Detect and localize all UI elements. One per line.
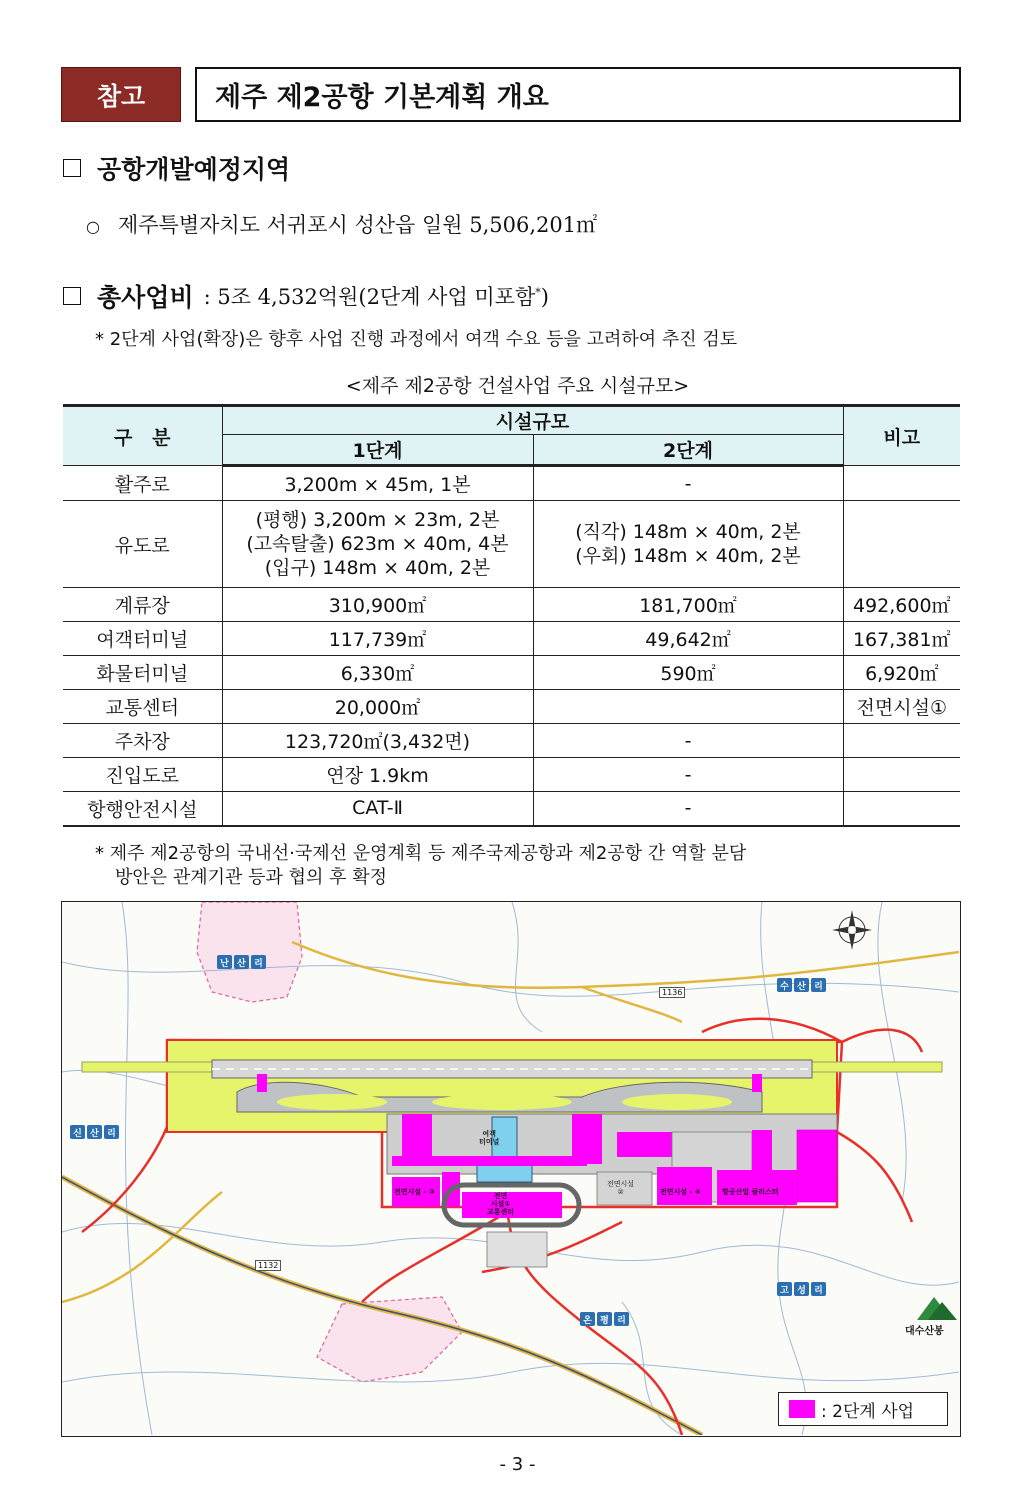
row-name: 여객터미널 <box>63 622 222 656</box>
table-row <box>63 758 960 792</box>
taxiway-line: (우회) 148m × 40m, 2본 <box>575 545 801 567</box>
place-char: 리 <box>614 1312 629 1326</box>
taxiway-island <box>277 1094 387 1110</box>
remark-cell <box>843 792 960 826</box>
phase2-cell: 181,700㎡ <box>533 588 843 622</box>
header-facility-scale: 시설규모 <box>222 406 843 435</box>
checkbox-square-icon <box>63 287 81 305</box>
area-text: 제주특별자치도 서귀포시 성산읍 일원 5,506,201㎡ <box>117 213 598 237</box>
section-airport-area <box>63 150 290 186</box>
map-legend <box>778 1392 948 1426</box>
taxiway-island <box>432 1094 572 1110</box>
header-phase1: 1단계 <box>222 435 533 466</box>
facility-table <box>63 404 960 827</box>
phase2-note: * 2단계 사업(확장)은 향후 사업 진행 과정에서 여객 수요 등을 고려하여 추진 검토 <box>95 329 738 350</box>
place-char: 난 <box>217 955 232 969</box>
table-row <box>63 724 960 758</box>
phase1-cell: 123,720㎡(3,432면) <box>222 724 533 758</box>
phase2-cell: - <box>533 466 843 501</box>
phase1-cell <box>222 501 533 588</box>
cost-text: : 5조 4,532억원(2단계 사업 미포함 <box>203 285 536 309</box>
table-row <box>63 792 960 826</box>
section-title: 공항개발예정지역 <box>97 155 291 184</box>
phase1-cell: CAT-Ⅱ <box>222 792 533 826</box>
section-title: 총사업비 <box>97 283 194 312</box>
row-name: 화물터미널 <box>63 656 222 690</box>
phase1-cell: 연장 1.9km <box>222 758 533 792</box>
table-row <box>63 690 960 724</box>
remark-cell <box>843 501 960 588</box>
area-bullet <box>86 209 597 239</box>
remark-cell: 6,920㎡ <box>843 656 960 690</box>
phase2-cell: - <box>533 792 843 826</box>
place-char: 온 <box>580 1312 595 1326</box>
front4-label: 전면시설 - ④ <box>660 1188 701 1196</box>
remark-cell: 전면시설① <box>843 690 960 724</box>
front2-label: 전면시설 ② <box>607 1180 635 1196</box>
road-1136-label: 1136 <box>659 987 685 998</box>
aero-cluster-label: 항공산업 클러스터 <box>722 1188 779 1196</box>
place-char: 리 <box>811 978 826 992</box>
phase2-block <box>752 1130 772 1170</box>
role-footnote <box>95 842 746 890</box>
place-onpyeong <box>580 1312 629 1326</box>
phase2-block <box>617 1132 672 1157</box>
phase1-cell: 310,900㎡ <box>222 588 533 622</box>
place-sinsan <box>70 1125 119 1139</box>
place-char: 고 <box>777 1282 792 1296</box>
terminal-label: 여객 터미널 <box>479 1130 500 1146</box>
phase2-taxiway <box>257 1074 267 1092</box>
phase2-cell: - <box>533 758 843 792</box>
checkbox-square-icon <box>63 159 81 177</box>
cost-asterisk: * <box>535 286 541 299</box>
phase2-cell: 49,642㎡ <box>533 622 843 656</box>
place-char: 산 <box>87 1125 102 1139</box>
table-row <box>63 622 960 656</box>
place-char: 리 <box>811 1282 826 1296</box>
header-remarks: 비고 <box>843 406 960 466</box>
phase2-block <box>797 1130 837 1202</box>
village-nansan-area <box>197 902 302 1002</box>
place-char: 산 <box>794 978 809 992</box>
airport-site-map <box>61 901 961 1437</box>
remark-cell <box>843 724 960 758</box>
table-row <box>63 501 960 588</box>
row-name: 활주로 <box>63 466 222 501</box>
taxiway-line: (평행) 3,200m × 23m, 2본 <box>255 509 500 531</box>
table-row <box>63 466 960 501</box>
phase1-cell: 20,000㎡ <box>222 690 533 724</box>
front3-label: 전면시설 - ③ <box>394 1188 435 1196</box>
footnote-line: * 제주 제2공항의 국내선·국제선 운영계획 등 제주국제공항과 제2공항 간 역할 분담 <box>95 843 747 864</box>
phase2-cell: - <box>533 724 843 758</box>
place-char: 리 <box>104 1125 119 1139</box>
phase2-front-facility-4 <box>657 1167 712 1205</box>
place-char: 수 <box>777 978 792 992</box>
phase2-cell <box>533 690 843 724</box>
total-cost-value <box>204 281 549 311</box>
place-char: 신 <box>70 1125 85 1139</box>
table-caption: <제주 제2공항 건설사업 주요 시설규모> <box>345 375 690 397</box>
mountain-label: 대수산봉 <box>905 1326 944 1337</box>
legend-label: : 2단계 사업 <box>821 1401 915 1422</box>
page-title: 제주 제2공항 기본계획 개요 <box>195 67 961 122</box>
phase2-taxiway <box>752 1074 762 1092</box>
place-char: 리 <box>251 955 266 969</box>
cost-end: ) <box>540 285 549 309</box>
place-char: 성 <box>794 1282 809 1296</box>
place-char: 산 <box>234 955 249 969</box>
taxiway-line: (입구) 148m × 40m, 2본 <box>264 557 491 579</box>
row-name: 계류장 <box>63 588 222 622</box>
table-row <box>63 588 960 622</box>
taxiway-island <box>622 1094 732 1110</box>
phase2-cell: 590㎡ <box>533 656 843 690</box>
phase1-cell: 117,739㎡ <box>222 622 533 656</box>
front1-label: 전면 시설① 교통센터 <box>487 1192 515 1216</box>
phase2-swatch-icon <box>789 1400 815 1418</box>
phase1-cell: 6,330㎡ <box>222 656 533 690</box>
row-name: 항행안전시설 <box>63 792 222 826</box>
remark-cell: 167,381㎡ <box>843 622 960 656</box>
row-name: 교통센터 <box>63 690 222 724</box>
footnote-line: 방안은 관계기관 등과 협의 후 확정 <box>115 867 388 888</box>
header-category: 구 분 <box>63 406 222 466</box>
phase2-terminal-strip <box>392 1156 587 1166</box>
row-name: 유도로 <box>63 501 222 588</box>
place-susan <box>777 978 826 992</box>
row-name: 주차장 <box>63 724 222 758</box>
taxiway-line: (고속탈출) 623m × 40m, 4본 <box>246 533 509 555</box>
phase2-cell <box>533 501 843 588</box>
circle-bullet-icon: ○ <box>86 217 100 236</box>
section-total-cost <box>63 278 549 314</box>
place-char: 평 <box>597 1312 612 1326</box>
place-nansan <box>217 955 266 969</box>
header-phase2: 2단계 <box>533 435 843 466</box>
row-name: 진입도로 <box>63 758 222 792</box>
remark-cell <box>843 758 960 792</box>
phase1-cell: 3,200m × 45m, 1본 <box>222 466 533 501</box>
table-row <box>63 656 960 690</box>
remark-cell <box>843 466 960 501</box>
parking-lot <box>487 1232 547 1267</box>
reference-tag: 참고 <box>61 67 181 122</box>
place-goseong <box>777 1282 826 1296</box>
remark-cell: 492,600㎡ <box>843 588 960 622</box>
compass-rose-icon <box>832 910 872 950</box>
road-1132-label: 1132 <box>255 1260 281 1271</box>
taxiway-line: (직각) 148m × 40m, 2본 <box>575 521 801 543</box>
page-number: - 3 - <box>499 1454 536 1475</box>
